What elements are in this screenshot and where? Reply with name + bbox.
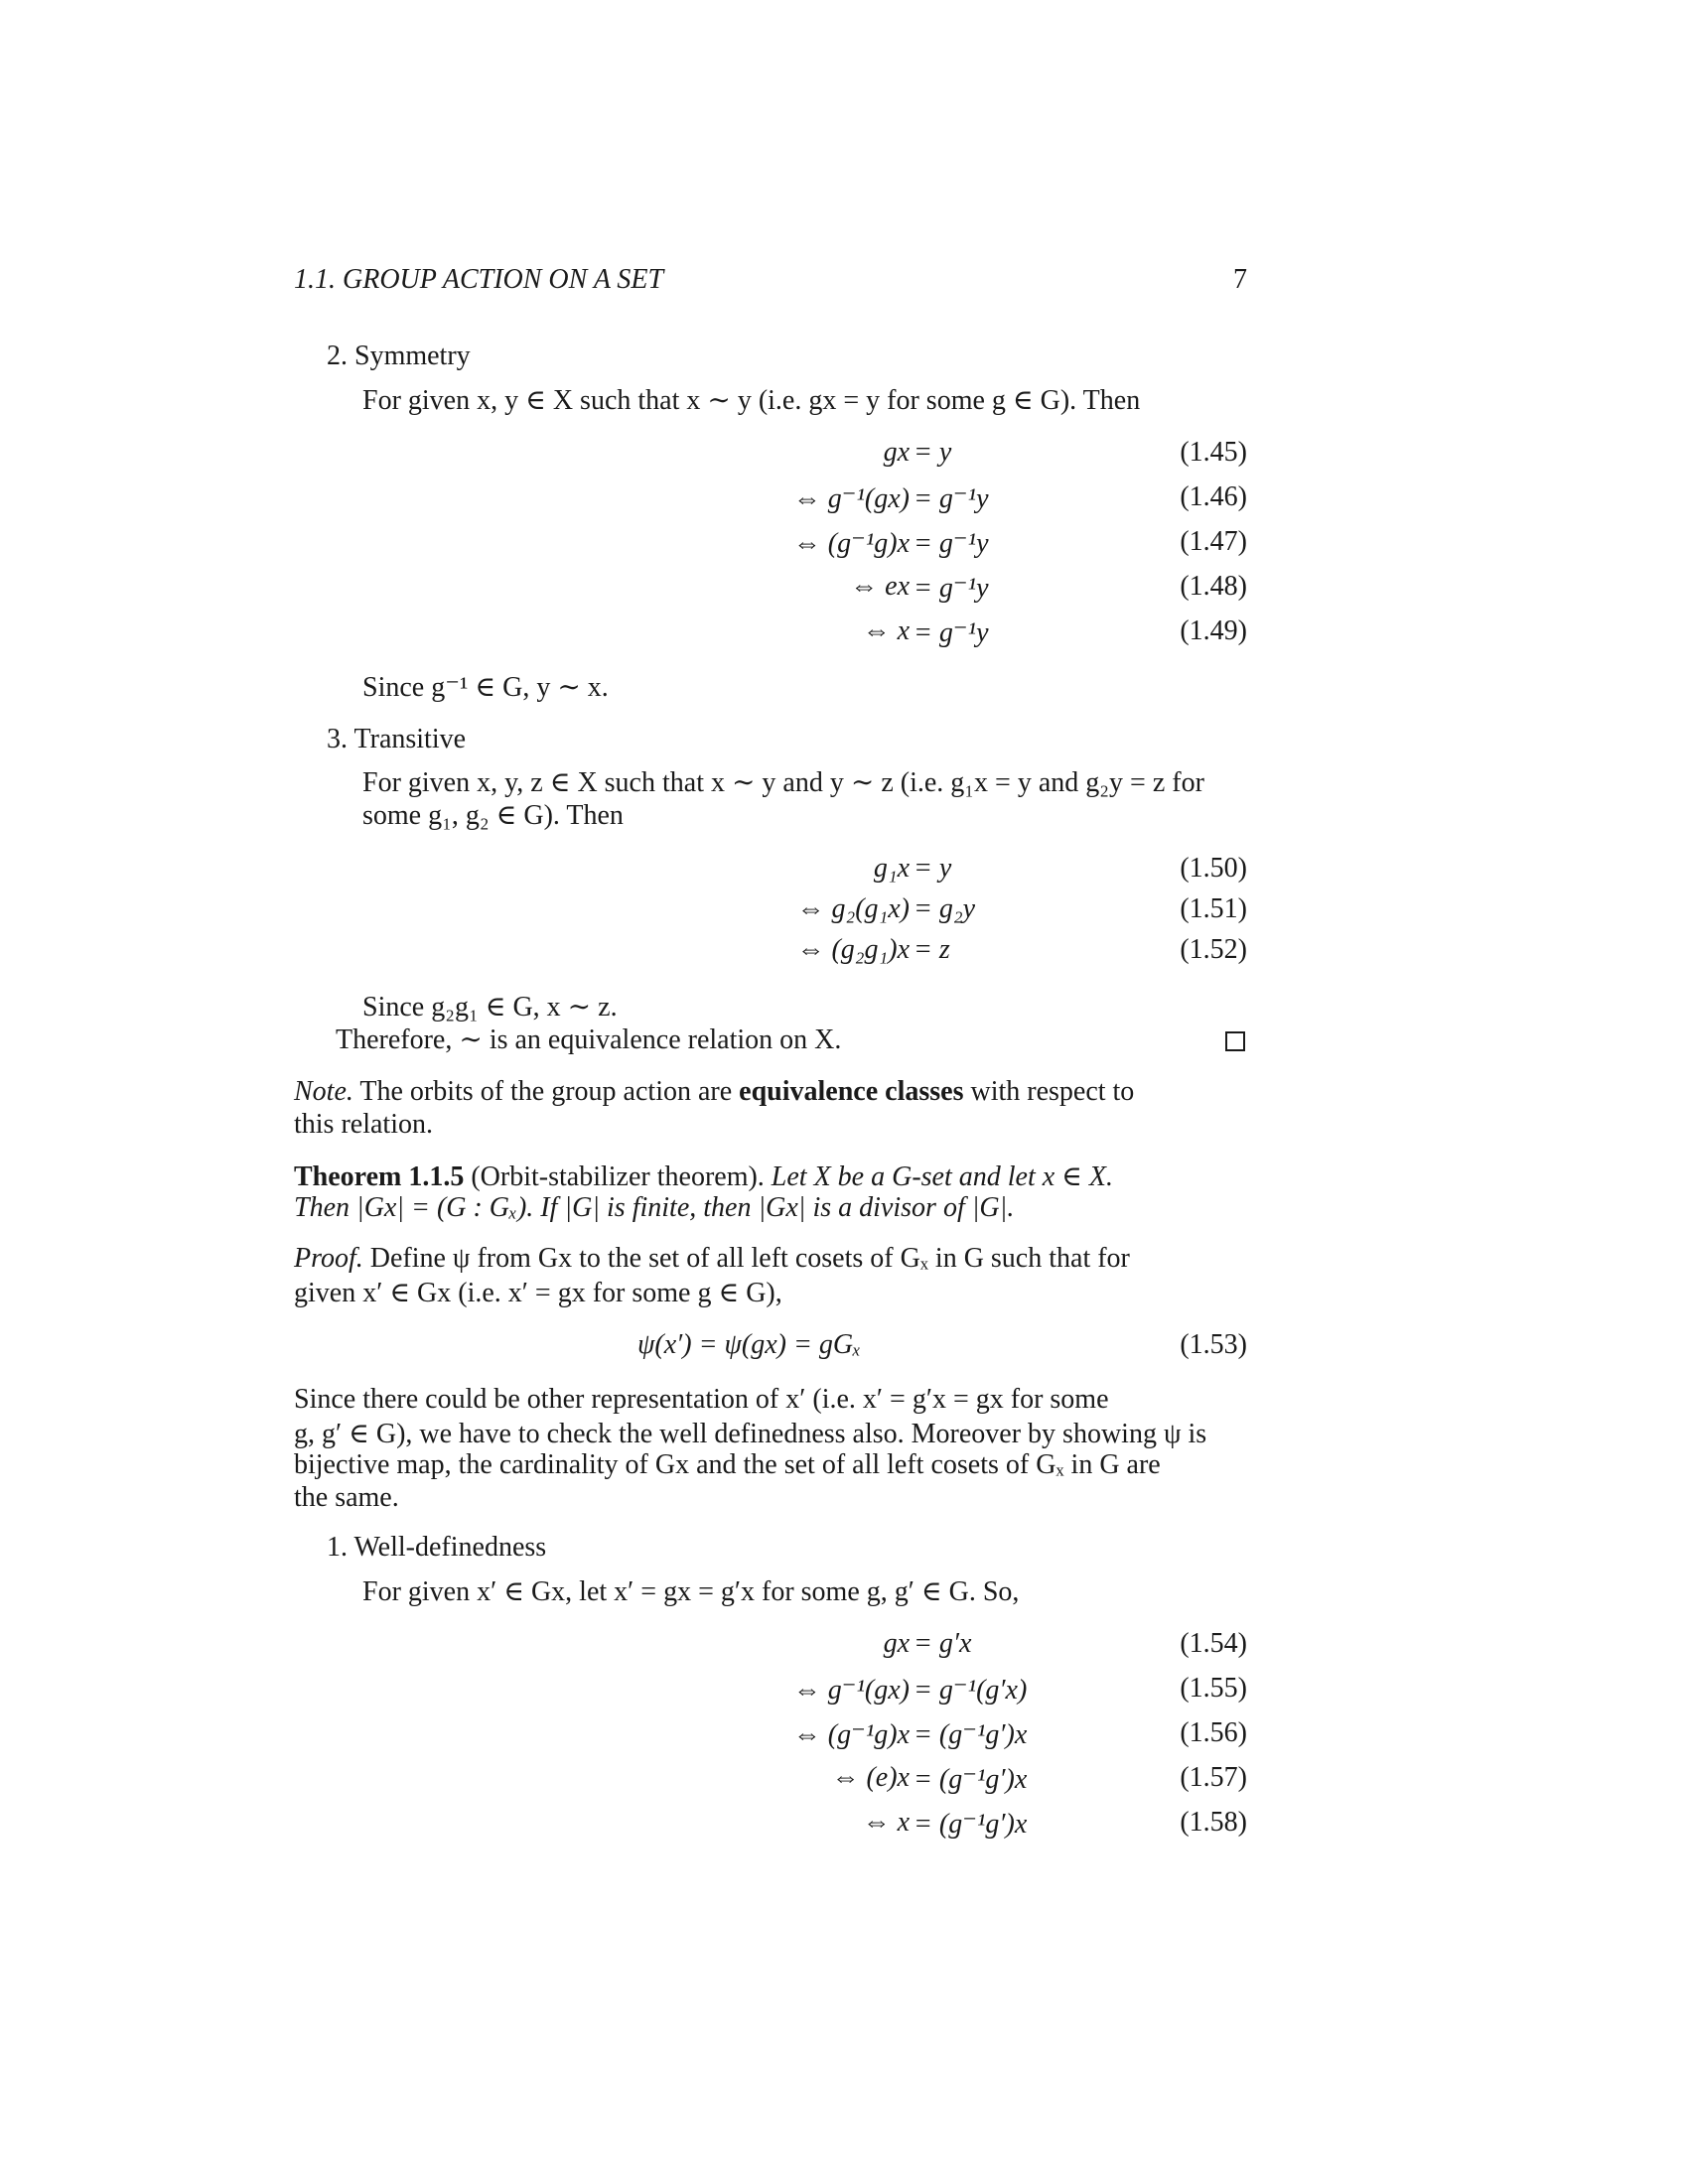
equation-row [294, 853, 1247, 892]
equation-row [294, 571, 1247, 611]
equation-lhs: ⇔ g⁻¹(gx) [792, 1675, 910, 1706]
equation-row [294, 893, 1247, 933]
equation-number: (1.56) [1180, 1717, 1247, 1748]
theorem-name: (Orbit-stabilizer theorem). [471, 1161, 765, 1192]
transitive-intro-line2: some g₁, g₂ ∈ G). Then [362, 800, 624, 831]
qed-square-icon [1225, 1031, 1245, 1051]
equation-rhs: = y [914, 853, 952, 884]
equation-rhs: = g⁻¹y [914, 573, 989, 604]
equation-number: (1.47) [1180, 526, 1247, 557]
equation-lhs: gx [883, 437, 910, 468]
equation-number: (1.49) [1180, 615, 1247, 646]
equation-row [294, 1628, 1247, 1668]
equation-text: ψ(x′) = ψ(gx) = gGₓ [637, 1329, 862, 1360]
equation-row [294, 615, 1247, 655]
equation-lhs: ⇔ g⁻¹(gx) [792, 483, 910, 514]
equation-number: (1.51) [1180, 893, 1247, 924]
equation-rhs: = g⁻¹y [914, 617, 989, 648]
equation-row [294, 1329, 1247, 1369]
equation-number: (1.53) [1180, 1329, 1247, 1360]
equation-row [294, 1762, 1247, 1802]
proof-para-line: bijective map, the cardinality of Gx and the set of all left cosets of Gₓ in G are [294, 1449, 1161, 1480]
symmetry-conclusion: Since g⁻¹ ∈ G, y ∼ x. [362, 672, 609, 703]
proof-label: Proof. [294, 1243, 363, 1274]
proof-line2: given x′ ∈ Gx (i.e. x′ = gx for some g ∈ G), [294, 1278, 782, 1308]
theorem-statement-cont: Then |Gx| = (G : Gₓ). If |G| is finite, then |Gx| is a divisor of |G|. [294, 1192, 1015, 1223]
equation-rhs: = (g⁻¹g′)x [914, 1719, 1028, 1750]
proof-para-line: the same. [294, 1482, 399, 1513]
note-line2: this relation. [294, 1109, 433, 1140]
note-label: Note. [294, 1076, 353, 1107]
equation-lhs: g₁x [873, 853, 910, 884]
theorem-label: Theorem 1.1.5 [294, 1161, 465, 1192]
proof-line1 [294, 1243, 1130, 1275]
equation-rhs: = (g⁻¹g′)x [914, 1764, 1028, 1795]
therefore-statement: Therefore, ∼ is an equivalence relation on X. [336, 1024, 842, 1055]
equation-row [294, 481, 1247, 521]
equation-lhs: ⇔ x [862, 615, 910, 646]
equation-number: (1.45) [1180, 437, 1247, 468]
equation-number: (1.50) [1180, 853, 1247, 884]
equation-number: (1.57) [1180, 1762, 1247, 1793]
transitive-conclusion: Since g₂g₁ ∈ G, x ∼ z. [362, 992, 618, 1023]
equation-lhs: ⇔ g₂(g₁x) [796, 893, 910, 924]
symmetry-intro: For given x, y ∈ X such that x ∼ y (i.e. gx = y for some g ∈ G). Then [362, 385, 1141, 416]
equation-number: (1.55) [1180, 1673, 1247, 1704]
equation-lhs: ⇔ ex [850, 571, 910, 602]
equation-row [294, 1673, 1247, 1712]
equation-row [294, 526, 1247, 566]
equation-row [294, 934, 1247, 974]
equation-row [294, 437, 1247, 477]
running-header: 1.1. GROUP ACTION ON A SET [294, 264, 664, 295]
note-bold: equivalence classes [739, 1076, 964, 1107]
equation-row [294, 1807, 1247, 1846]
equation-number: (1.46) [1180, 481, 1247, 512]
note-line1 [294, 1076, 1134, 1108]
page-number: 7 [1233, 264, 1247, 295]
equation-rhs: = (g⁻¹g′)x [914, 1809, 1028, 1840]
equation-lhs: ⇔ (e)x [831, 1762, 910, 1793]
equation-number: (1.54) [1180, 1628, 1247, 1659]
proof-para-line: Since there could be other representation of x′ (i.e. x′ = g′x = gx for some [294, 1384, 1109, 1415]
list-item-symmetry: 2. Symmetry [327, 341, 471, 371]
theorem-line2 [294, 1192, 1014, 1224]
equation-lhs: ⇔ (g⁻¹g)x [792, 1719, 910, 1750]
equation-lhs: gx [883, 1628, 910, 1659]
theorem-statement: Let X be a G-set and let x ∈ X. [771, 1161, 1113, 1192]
equation-row [294, 1717, 1247, 1757]
equation-rhs: = g₂y [914, 893, 976, 924]
equation-rhs: = g⁻¹(g′x) [914, 1675, 1028, 1706]
list-item-transitive: 3. Transitive [327, 724, 467, 754]
note-text-after: with respect to [970, 1076, 1135, 1107]
equation-number: (1.58) [1180, 1807, 1247, 1838]
equation-lhs: ⇔ x [862, 1807, 910, 1838]
equation-rhs: = g⁻¹y [914, 483, 989, 514]
theorem-line1 [294, 1160, 1113, 1193]
equation-lhs: ⇔ (g₂g₁)x [796, 934, 910, 965]
note-text-before: The orbits of the group action are [359, 1076, 733, 1107]
well-defined-intro: For given x′ ∈ Gx, let x′ = gx = g′x for some g, g′ ∈ G. So, [362, 1576, 1020, 1607]
proof-para-line: g, g′ ∈ G), we have to check the well definedness also. Moreover by showing ψ is [294, 1419, 1207, 1449]
equation-rhs: = y [914, 437, 952, 468]
list-item-well-definedness: 1. Well-definedness [327, 1532, 547, 1563]
proof-text: Define ψ from Gx to the set of all left cosets of Gₓ in G such that for [369, 1243, 1130, 1274]
transitive-intro-line1: For given x, y, z ∈ X such that x ∼ y and y ∼ z (i.e. g₁x = y and g₂y = z for [362, 767, 1204, 798]
equation-rhs: = g′x [914, 1628, 972, 1659]
equation-number: (1.52) [1180, 934, 1247, 965]
equation-number: (1.48) [1180, 571, 1247, 602]
equation-lhs: ⇔ (g⁻¹g)x [792, 528, 910, 559]
equation-rhs: = g⁻¹y [914, 528, 989, 559]
equation-rhs: = z [914, 934, 950, 965]
